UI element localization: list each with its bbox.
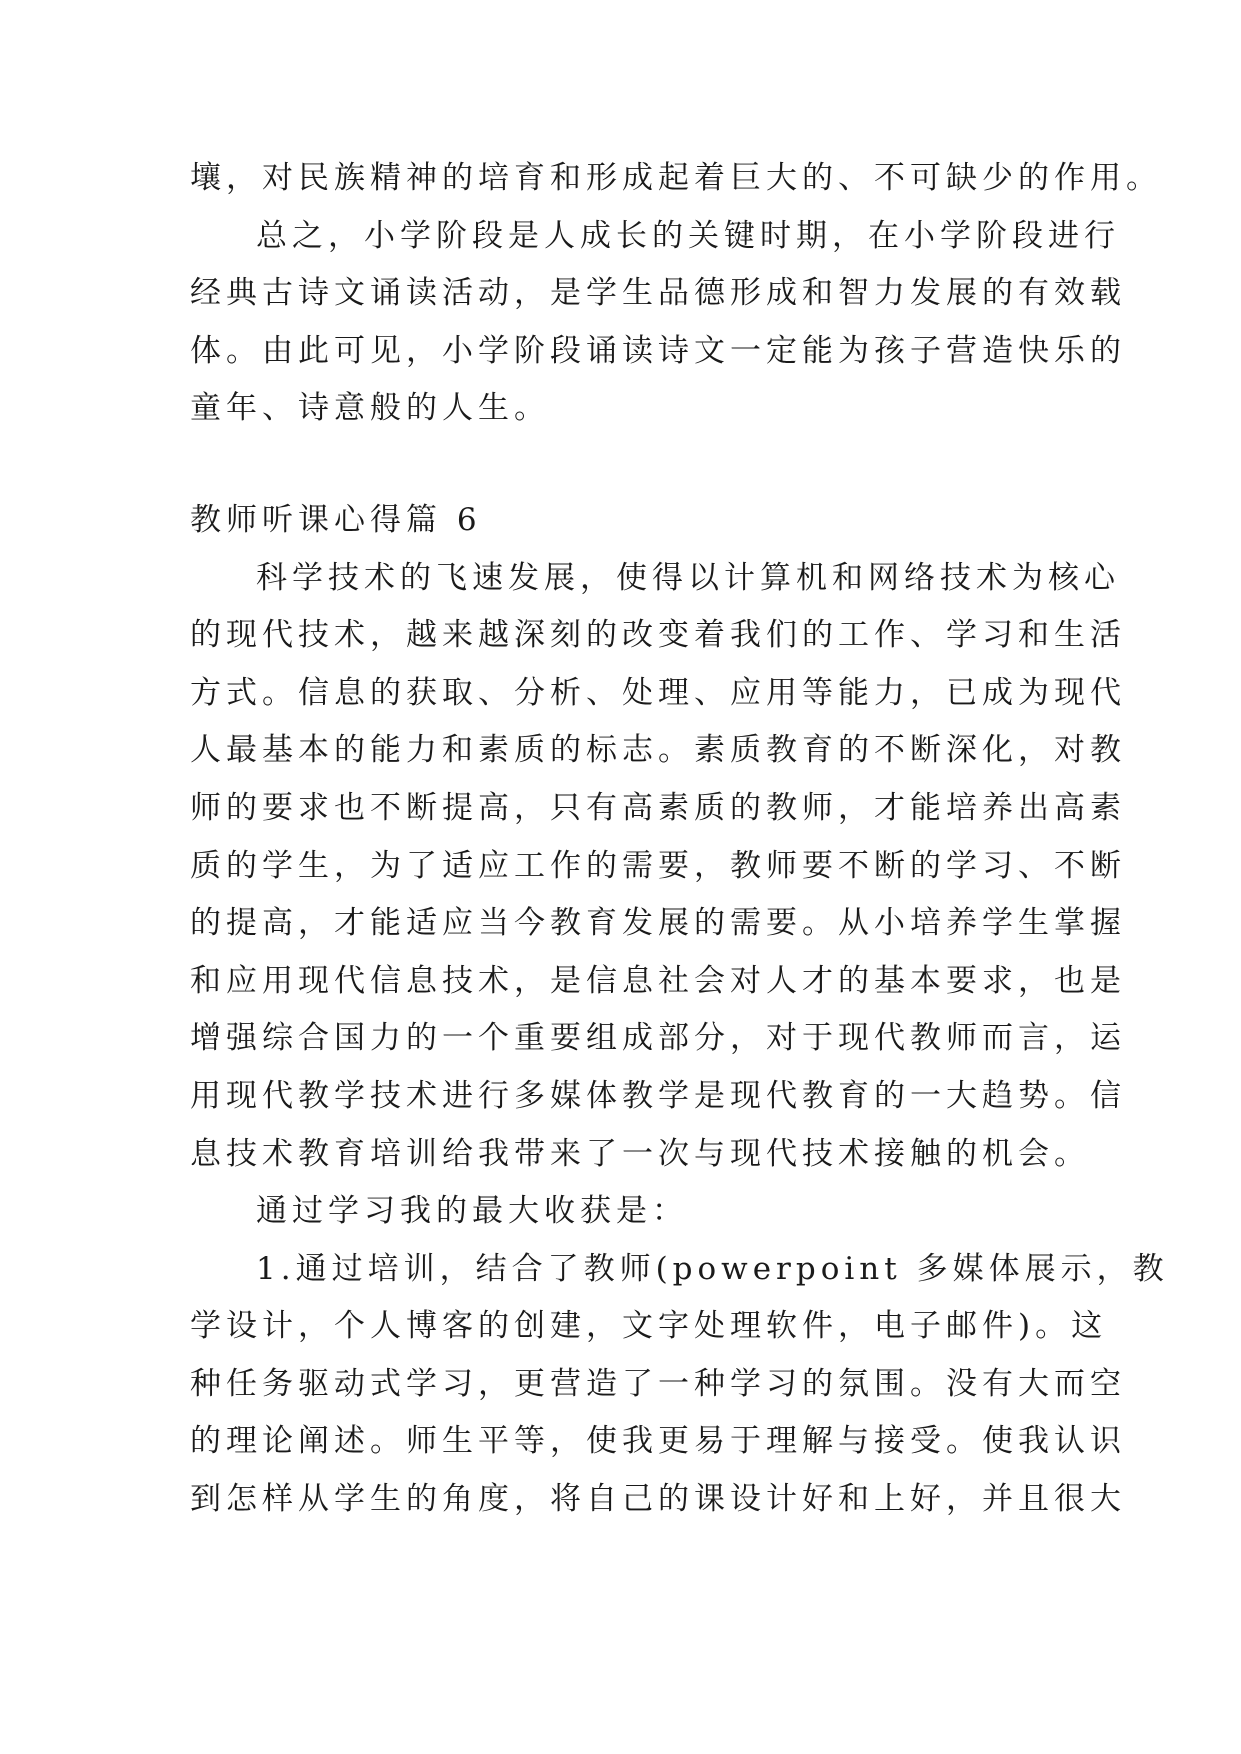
paragraph-line: 体。由此可见，小学阶段诵读诗文一定能为孩子营造快乐的 bbox=[190, 332, 1126, 369]
paragraph-line: 的现代技术，越来越深刻的改变着我们的工作、学习和生活 bbox=[190, 617, 1126, 654]
section-spacer bbox=[190, 438, 1055, 492]
paragraph-line: 人最基本的能力和素质的标志。素质教育的不断深化，对教 bbox=[190, 732, 1126, 769]
paragraph-line: 方式。信息的获取、分析、处理、应用等能力，已成为现代 bbox=[190, 674, 1126, 711]
section-title: 教师听课心得篇 6 bbox=[190, 501, 482, 538]
list-item-line: 的理论阐述。师生平等，使我更易于理解与接受。使我认识 bbox=[190, 1423, 1126, 1460]
paragraph-line: 通过学习我的最大收获是： bbox=[256, 1193, 688, 1230]
paragraph-line: 师的要求也不断提高，只有高素质的教师，才能培养出高素 bbox=[190, 789, 1126, 826]
list-item-line: 种任务驱动式学习，更营造了一种学习的氛围。没有大而空 bbox=[190, 1365, 1126, 1402]
list-item-line: 学设计，个人博客的创建，文字处理软件，电子邮件)。这 bbox=[190, 1308, 1108, 1345]
paragraph-line: 经典古诗文诵读活动，是学生品德形成和智力发展的有效载 bbox=[190, 275, 1126, 312]
paragraph-line: 增强综合国力的一个重要组成部分，对于现代教师而言，运 bbox=[190, 1020, 1126, 1057]
paragraph-line: 科学技术的飞速发展，使得以计算机和网络技术为核心 bbox=[256, 559, 1120, 596]
paragraph-line: 童年、诗意般的人生。 bbox=[190, 390, 550, 427]
paragraph-line: 总之，小学阶段是人成长的关键时期，在小学阶段进行 bbox=[256, 217, 1120, 254]
list-item-line: 1.通过培训，结合了教师(powerpoint 多媒体展示，教 bbox=[256, 1250, 1169, 1287]
paragraph-line: 的提高，才能适应当今教育发展的需要。从小培养学生掌握 bbox=[190, 905, 1126, 942]
list-item-line: 到怎样从学生的角度，将自己的课设计好和上好，并且很大 bbox=[190, 1481, 1126, 1518]
paragraph-line: 和应用现代信息技术，是信息社会对人才的基本要求，也是 bbox=[190, 962, 1126, 999]
document-body bbox=[190, 150, 1169, 1529]
paragraph-line: 息技术教育培训给我带来了一次与现代技术接触的机会。 bbox=[190, 1135, 1090, 1172]
paragraph-line: 壤，对民族精神的培育和形成起着巨大的、不可缺少的作用。 bbox=[190, 160, 1162, 196]
paragraph-line: 用现代教学技术进行多媒体教学是现代教育的一大趋势。信 bbox=[190, 1077, 1126, 1114]
paragraph-line: 质的学生，为了适应工作的需要，教师要不断的学习、不断 bbox=[190, 847, 1126, 884]
